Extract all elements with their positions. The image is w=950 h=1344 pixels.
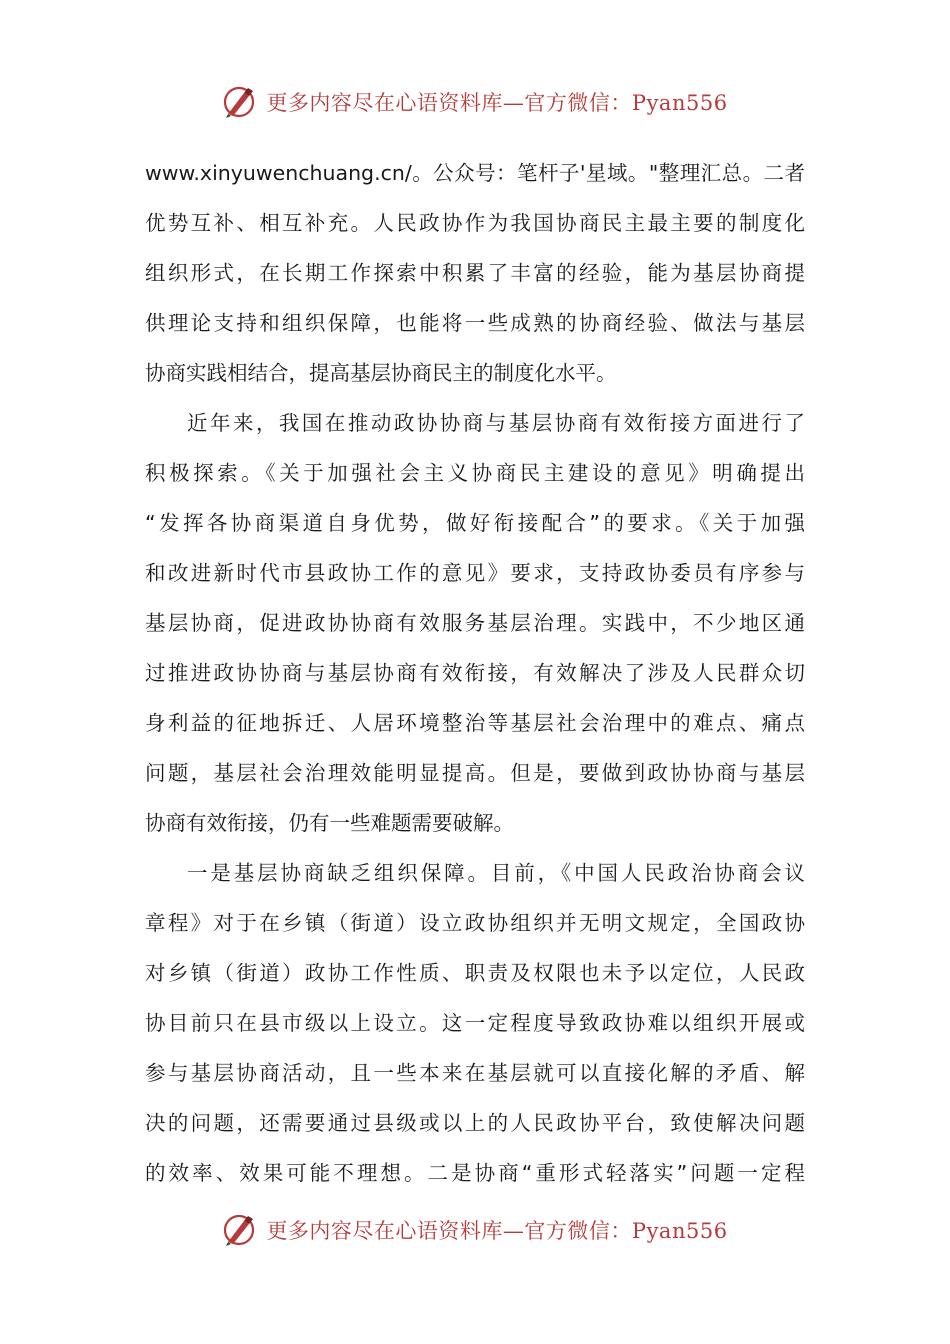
footer-banner-text: 更多内容尽在心语资料库—官方微信：Pyan556	[266, 1219, 728, 1243]
pen-logo-icon	[222, 84, 258, 120]
body-line-9: 和改进新时代市县政协工作的意见》要求，支持政协委员有序参与	[145, 561, 805, 585]
body-line-7: 积极探索。《关于加强社会主义协商民主建设的意见》明确提出	[145, 461, 805, 485]
body-line-18: 协目前只在县市级以上设立。这一定程度导致政协难以组织开展或	[145, 1011, 805, 1035]
body-line-5: 协商实践相结合，提高基层协商民主的制度化水平。	[145, 361, 617, 385]
document-body	[145, 148, 805, 1198]
footer-banner	[0, 1210, 950, 1250]
pen-logo-icon	[222, 1212, 258, 1248]
body-line-13: 问题，基层社会治理效能明显提高。但是，要做到政协协商与基层	[145, 761, 805, 785]
body-line-14: 协商有效衔接，仍有一些难题需要破解。	[145, 811, 514, 835]
body-line-16: 章程》对于在乡镇（街道）设立政协组织并无明文规定，全国政协	[145, 911, 805, 935]
body-line-1: www.xinyuwenchuang.cn/。公众号：笔杆子'星域。"整理汇总。二者	[145, 161, 805, 185]
body-line-21: 的效率、效果可能不理想。二是协商“重形式轻落实”问题一定程	[145, 1161, 805, 1185]
header-banner	[0, 82, 950, 122]
body-line-19: 参与基层协商活动，且一些本来在基层就可以直接化解的矛盾、解	[145, 1061, 805, 1085]
header-banner-text: 更多内容尽在心语资料库—官方微信：Pyan556	[266, 91, 728, 115]
body-line-3: 组织形式，在长期工作探索中积累了丰富的经验，能为基层协商提	[145, 261, 805, 285]
body-line-2: 优势互补、相互补充。人民政协作为我国协商民主最主要的制度化	[145, 211, 805, 235]
body-line-8: “发挥各协商渠道自身优势，做好衔接配合”的要求。《关于加强	[145, 511, 805, 535]
body-line-12: 身利益的征地拆迁、人居环境整治等基层社会治理中的难点、痛点	[145, 711, 805, 735]
body-line-20: 决的问题，还需要通过县级或以上的人民政协平台，致使解决问题	[145, 1111, 805, 1135]
body-line-11: 过推进政协协商与基层协商有效衔接，有效解决了涉及人民群众切	[145, 661, 805, 685]
body-line-4: 供理论支持和组织保障，也能将一些成熟的协商经验、做法与基层	[145, 311, 805, 335]
body-line-15: 一是基层协商缺乏组织保障。目前，《中国人民政治协商会议	[187, 861, 805, 885]
body-line-6: 近年来，我国在推动政协协商与基层协商有效衔接方面进行了	[187, 411, 805, 435]
body-line-17: 对乡镇（街道）政协工作性质、职责及权限也未予以定位，人民政	[145, 961, 805, 985]
body-line-10: 基层协商，促进政协协商有效服务基层治理。实践中，不少地区通	[145, 611, 805, 635]
